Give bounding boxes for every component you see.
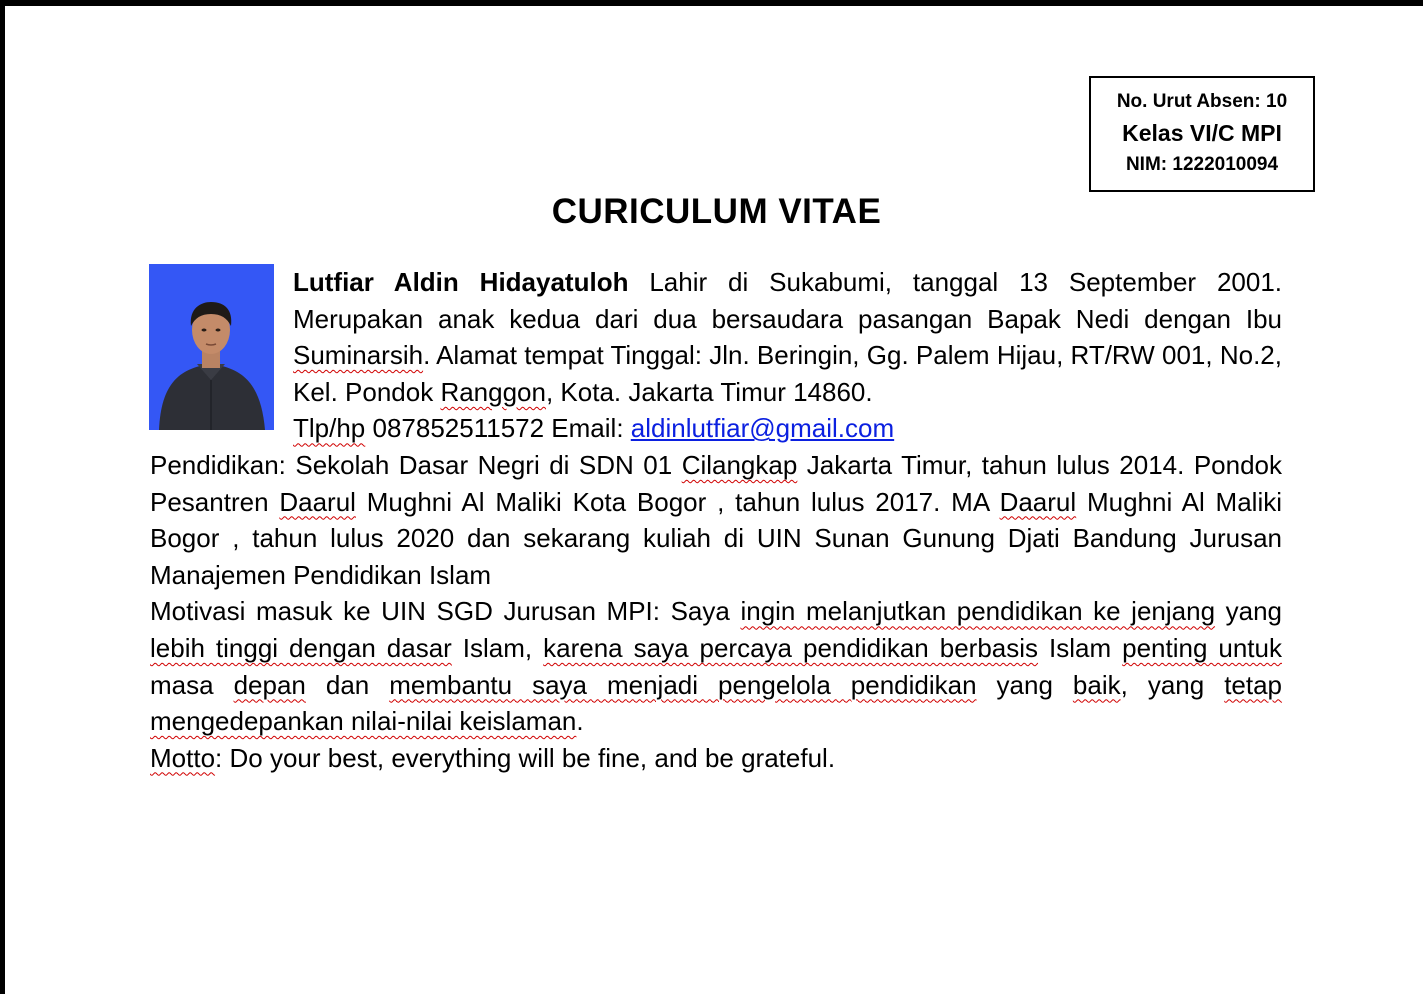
student-id-box bbox=[1089, 76, 1315, 192]
spellcheck-word: tetap mengedepankan nilai-nilai keislaman bbox=[150, 669, 1283, 737]
motto-line: Motto: Do your best, everything will be fine, and be grateful. bbox=[150, 742, 836, 773]
spellcheck-word: lebih tinggi dengan dasar bbox=[150, 632, 452, 663]
absen-number: No. Urut Absen: 10 bbox=[1116, 91, 1288, 112]
spellcheck-word: Suminarsih bbox=[293, 340, 424, 371]
nim-label: NIM: 1222010094 bbox=[1125, 154, 1279, 175]
spellcheck-word: depan bbox=[233, 669, 306, 700]
spellcheck-word: Daarul bbox=[279, 486, 356, 517]
spellcheck-word: membantu saya menjadi pengelola pendidikan bbox=[389, 669, 977, 700]
class-label: Kelas VI/C MPI bbox=[1122, 120, 1282, 146]
spellcheck-word: Tlp/hp bbox=[293, 413, 366, 444]
spellcheck-word: karena saya percaya pendidikan berbasis bbox=[543, 632, 1039, 663]
spellcheck-word: Ranggon bbox=[440, 376, 546, 407]
page-title: CURICULUM VITAE bbox=[551, 192, 882, 231]
email-link[interactable]: aldinlutfiar@gmail.com bbox=[630, 413, 895, 444]
person-name: Lutfiar Aldin Hidayatuloh bbox=[293, 267, 629, 297]
spellcheck-word: Motto bbox=[150, 742, 216, 773]
contact-line: Tlp/hp 087852511572 Email: aldinlutfiar@gmail.com bbox=[293, 413, 895, 444]
spellcheck-word: Daarul bbox=[999, 486, 1077, 517]
motivation-paragraph: Motivasi masuk ke UIN SGD Jurusan MPI: Saya ingin melanjutkan pendidikan ke jenjang yang lebih tinggi dengan dasar Islam, karena saya percaya pendidikan berbasis Islam penting untuk masa depan dan membantu saya menjadi pengelola pendidikan yang baik, yang tetap mengedepankan nilai-nilai keislaman. bbox=[150, 596, 1283, 737]
bio-paragraph: Lutfiar Aldin Hidayatuloh Lahir di Sukabumi, tanggal 13 September 2001. Merupakan anak kedua dari dua bersaudara pasangan Bapak Nedi dengan Ibu Suminarsih. Alamat tempat Tinggal: Jln. Beringin, Gg. Palem Hijau, RT/RW 001, No.2, Kel. Pondok Ranggon, Kota. Jakarta Timur 14860. bbox=[293, 267, 1283, 407]
spellcheck-word: baik bbox=[1072, 669, 1121, 700]
cv-body bbox=[150, 264, 1282, 776]
spellcheck-word: penting untuk bbox=[1122, 632, 1282, 663]
spellcheck-word: Cilangkap bbox=[681, 449, 798, 480]
spellcheck-word: ingin melanjutkan pendidikan ke jenjang bbox=[740, 596, 1216, 627]
education-paragraph: Pendidikan: Sekolah Dasar Negri di SDN 01 Cilangkap Jakarta Timur, tahun lulus 2014. Pondok Pesantren Daarul Mughni Al Maliki Kota Bogor , tahun lulus 2017. MA Daarul Mughni Al Maliki Bogor , tahun lulus 2020 dan sekarang kuliah di UIN Sunan Gunung Djati Bandung Jurusan Manajemen Pendidikan Islam bbox=[150, 449, 1283, 590]
